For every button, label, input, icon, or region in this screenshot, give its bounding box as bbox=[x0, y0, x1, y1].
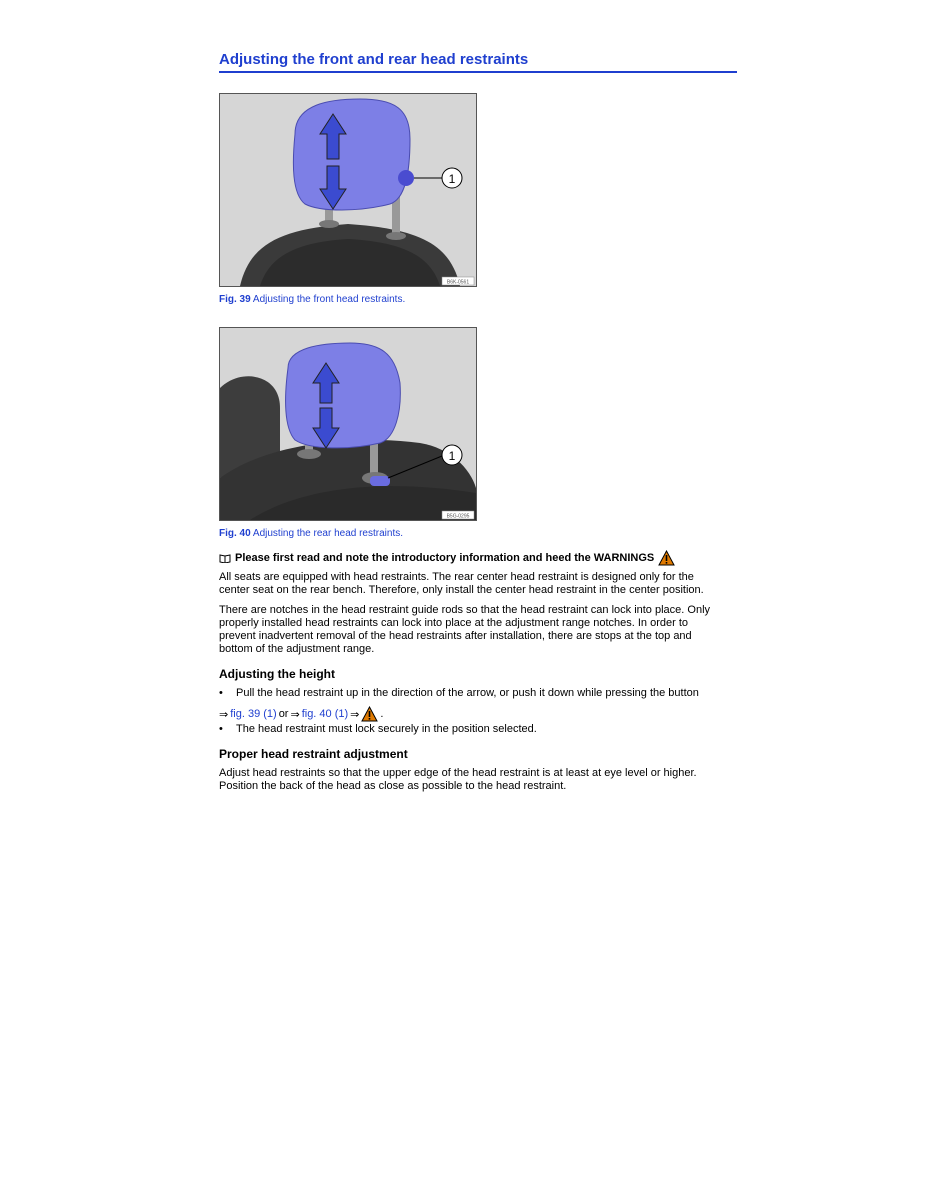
callout-1: 1 bbox=[448, 449, 456, 463]
bullet-dot: • bbox=[219, 687, 223, 699]
callout-1: 1 bbox=[448, 172, 456, 186]
page-title: Adjusting the front and rear head restraints bbox=[219, 51, 737, 73]
figure-front-head-restraint bbox=[219, 93, 477, 287]
heading-adjusting-height: Adjusting the height bbox=[219, 667, 335, 681]
warning-icon bbox=[658, 550, 675, 566]
figure-40-caption: Fig. 40 Adjusting the rear head restraints. bbox=[219, 528, 404, 539]
figure-39-caption: Fig. 39 Adjusting the front head restraints. bbox=[219, 294, 406, 305]
notice-text: Please first read and note the introductory information and heed the WARNINGS bbox=[235, 552, 655, 564]
paragraph-proper-adjustment: Adjust head restraints so that the upper edge of the head restraint is at least at eye level or higher. Position the back of the head as close as possible to the head restraint. bbox=[219, 767, 697, 792]
fig-39-link[interactable]: fig. 39 (1) bbox=[230, 708, 277, 720]
warning-icon[interactable] bbox=[361, 706, 378, 722]
paragraph-notches: There are notches in the head restraint guide rods so that the head restraint can lock into place. Only properly installed head restraints can lock into place at the adjustment range notches. In order to prevent inadvertent removal of the head restraints after installation, there are stops at the top and bottom of the adjustment range. bbox=[219, 604, 711, 655]
fig-40-link[interactable]: fig. 40 (1) bbox=[301, 708, 349, 720]
bullet-continuation: ⇒ fig. 39 (1) or ⇒ fig. 40 (1) ⇒ . bbox=[219, 708, 384, 721]
figure-rear-head-restraint bbox=[219, 327, 477, 521]
warning-notice bbox=[219, 550, 675, 566]
svg-text:B5G-0295: B5G-0295 bbox=[446, 513, 470, 520]
book-icon bbox=[219, 553, 231, 563]
svg-text:B6K-0561: B6K-0561 bbox=[446, 279, 470, 286]
paragraph-head-restraints: All seats are equipped with head restraints. The rear center head restraint is designed only for the center seat on the rear bench. Therefore, only install the center head restraint in the center position. bbox=[219, 571, 704, 596]
bullet-dot: • bbox=[219, 723, 223, 735]
heading-proper-adjustment: Proper head restraint adjustment bbox=[219, 747, 408, 761]
